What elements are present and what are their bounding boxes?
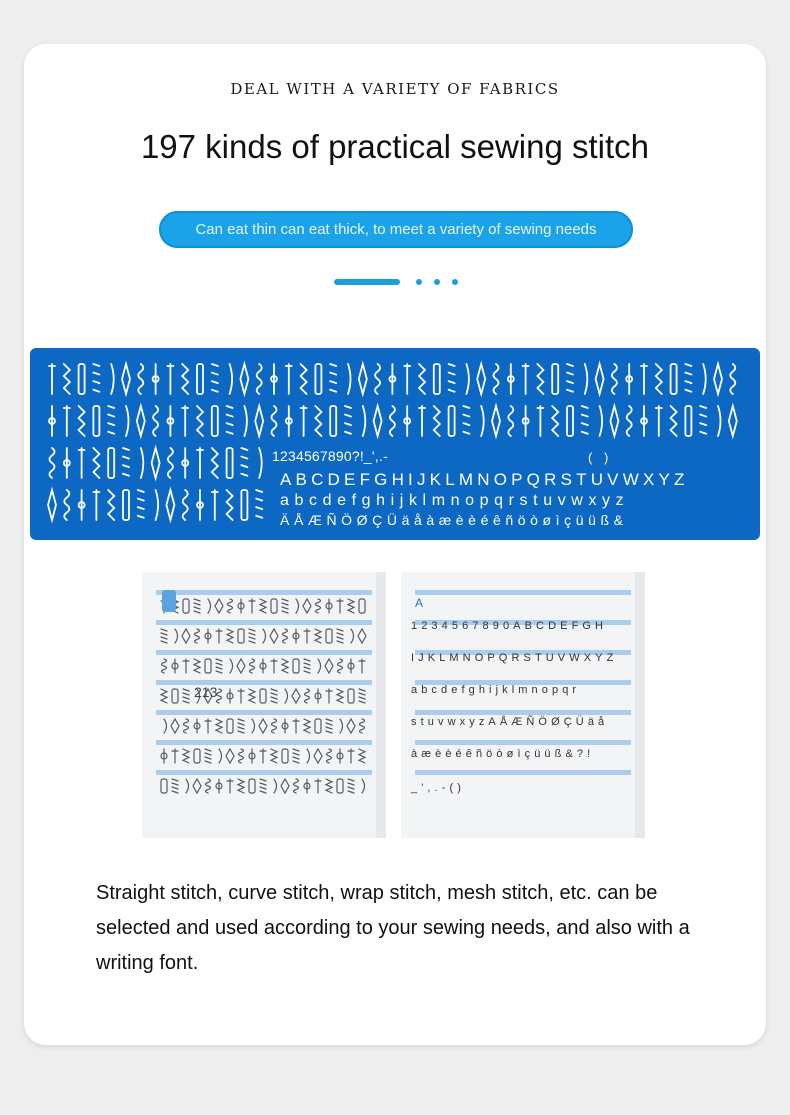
stitch-glyph: [585, 364, 588, 394]
eyebrow-heading: DEAL WITH A VARIETY OF FABRICS: [230, 80, 560, 98]
stitch-glyph: [227, 490, 233, 520]
stitch-glyph: [567, 406, 573, 436]
stitch-glyph: [390, 406, 395, 436]
font-row-2: IJKLMNOPQRSTUVWXYZ: [411, 652, 618, 664]
dot-3: [452, 279, 458, 285]
stitch-glyph: [729, 406, 737, 436]
numbers-row: 1234567890?!_',.-: [272, 448, 388, 464]
stitch-glyph: [122, 364, 130, 394]
font-chart-photo: [401, 572, 645, 838]
stitch-glyph: [301, 406, 307, 436]
stitch-glyph: [227, 448, 233, 478]
stitch-chart-photo-graphics: [142, 572, 386, 838]
stitch-glyph: [64, 364, 70, 394]
stitch-glyph: [197, 448, 203, 478]
stitch-glyph: [508, 364, 514, 394]
stitch-glyph: [348, 364, 351, 394]
stitch-glyph: [714, 364, 722, 394]
stitch-glyph: [494, 364, 499, 394]
paren-row: ( ): [588, 450, 613, 465]
stitch-glyph: [64, 490, 69, 520]
stitch-glyph: [241, 448, 247, 476]
stitch-glyph: [449, 364, 455, 392]
stitch-glyph: [167, 406, 173, 436]
stitch-glyph: [49, 364, 55, 394]
stitch-glyph: [108, 490, 114, 520]
number-strip: [415, 740, 631, 745]
stitch-glyph: [212, 364, 218, 392]
photo-background: [401, 572, 645, 838]
stitch-glyph: [197, 406, 203, 436]
number-strip: [156, 590, 372, 595]
font-chart-photo-graphics: [401, 572, 645, 838]
stitch-glyph: [255, 406, 263, 436]
font-row-1: 1234567890ABCDEFGH: [411, 620, 608, 632]
stitch-glyph: [363, 406, 366, 436]
stitch-glyph: [612, 364, 617, 394]
stitch-glyph: [141, 448, 144, 478]
stitch-glyph: [481, 406, 484, 436]
stitch-glyph: [477, 364, 485, 394]
stitch-number-label: 213: [194, 684, 218, 700]
stitch-glyph: [108, 448, 114, 478]
stitch-glyph: [596, 364, 604, 394]
stitch-pattern-chart: [30, 348, 760, 540]
number-strip: [156, 620, 372, 625]
stitch-glyph: [730, 364, 735, 394]
active-dash: [334, 279, 400, 285]
uppercase-row: ABCDEFGHIJKLMNOPQRSTUVWXYZ: [280, 470, 689, 489]
stitch-glyph: [389, 364, 395, 394]
stitch-glyph: [153, 406, 158, 436]
stitch-glyph: [79, 364, 85, 394]
stitch-glyph: [138, 364, 143, 394]
stitch-chart-photo: [142, 572, 386, 838]
stitch-glyph: [182, 406, 188, 436]
stitch-glyph: [656, 364, 662, 394]
stitch-glyph: [183, 490, 188, 520]
stitch-glyph: [153, 364, 159, 394]
stitch-glyph: [259, 448, 262, 478]
stitch-glyph: [108, 406, 114, 434]
stitch-glyph: [627, 406, 632, 436]
stitch-glyph: [257, 364, 262, 394]
dot-1: [416, 279, 422, 285]
stitch-glyph: [123, 448, 129, 476]
highlight-tab: [162, 590, 176, 612]
stitch-glyph: [671, 364, 677, 394]
stitch-glyph: [359, 364, 367, 394]
stitch-glyph: [212, 490, 218, 520]
stitch-glyph: [79, 490, 85, 520]
number-strip: [156, 740, 372, 745]
stitch-glyph: [434, 406, 440, 436]
stitch-glyph: [315, 364, 321, 394]
stitch-glyph: [685, 406, 691, 436]
stitch-glyph: [182, 364, 188, 394]
stitch-glyph: [656, 406, 662, 436]
stitch-glyph: [286, 364, 292, 394]
number-strip: [156, 650, 372, 655]
stitch-glyph: [492, 406, 500, 436]
stitch-glyph: [244, 406, 247, 436]
stitch-glyph: [345, 406, 351, 434]
tagline-pill: Can eat thin can eat thick, to meet a variety of sewing needs: [159, 211, 633, 248]
stitch-glyph: [600, 406, 603, 436]
stitch-glyph: [182, 448, 188, 478]
stitch-glyph: [610, 406, 618, 436]
stitch-glyph: [227, 406, 233, 434]
font-badge: A: [415, 596, 424, 610]
stitch-glyph: [212, 448, 218, 478]
stitch-glyph: [375, 364, 380, 394]
stitch-glyph: [64, 448, 70, 478]
stitch-glyph: [434, 364, 440, 394]
pagination-indicator: [334, 279, 474, 287]
stitch-glyph: [48, 490, 56, 520]
stitch-glyph: [685, 364, 691, 392]
stitch-glyph: [374, 406, 382, 436]
stitch-glyph: [93, 490, 99, 520]
stitch-glyph: [449, 406, 455, 436]
accent-row: ÄÅÆÑÖØÇÜäåàæèèéêñöòøìçüüß&: [280, 512, 628, 528]
stitch-glyph: [79, 448, 85, 478]
number-strip: [156, 680, 372, 685]
stitch-glyph: [156, 490, 159, 520]
stitch-glyph: [256, 490, 262, 518]
stitch-glyph: [241, 490, 247, 520]
stitch-glyph: [718, 406, 721, 436]
font-row-3: abcdefghijklmnopqr: [411, 684, 581, 696]
stitch-glyph: [463, 406, 469, 434]
stitch-glyph: [552, 364, 558, 394]
stitch-glyph: [126, 406, 129, 436]
stitch-glyph: [552, 406, 558, 436]
stitch-glyph: [197, 364, 203, 394]
stitch-glyph: [166, 490, 174, 520]
stitch-glyph: [523, 364, 529, 394]
stitch-glyph: [111, 364, 114, 394]
stitch-glyph: [138, 490, 144, 518]
number-strip: [415, 710, 631, 715]
stitch-glyph: [49, 406, 55, 436]
stitch-glyph: [466, 364, 469, 394]
stitch-glyph: [330, 406, 336, 436]
number-strip: [415, 770, 631, 775]
stitch-glyph: [212, 406, 218, 436]
stitch-glyph: [523, 406, 529, 436]
photo-edge: [376, 572, 386, 838]
stitch-glyph: [626, 364, 632, 394]
stitch-glyph: [50, 448, 55, 478]
font-row-4: stuvwxyzAÅÆÑÖØÇÜäå: [411, 716, 609, 728]
stitch-glyph: [137, 406, 145, 436]
stitch-glyph: [700, 406, 706, 434]
stitch-glyph: [93, 448, 99, 478]
stitch-glyph: [315, 406, 321, 436]
stitch-glyph: [79, 406, 85, 436]
stitch-glyph: [301, 364, 307, 394]
stitch-glyph: [168, 448, 173, 478]
stitch-glyph: [508, 406, 513, 436]
stitch-glyph: [641, 406, 647, 436]
number-strip: [415, 590, 631, 595]
stitch-glyph: [537, 364, 543, 394]
stitch-glyph: [671, 406, 677, 436]
number-strip: [156, 710, 372, 715]
number-strip: [156, 770, 372, 775]
stitch-glyph: [240, 364, 248, 394]
stitch-glyph: [93, 364, 99, 392]
stitch-glyph: [582, 406, 588, 434]
stitch-glyph: [272, 406, 277, 436]
stitch-glyph: [330, 364, 336, 392]
stitch-glyph: [703, 364, 706, 394]
stitch-glyph: [93, 406, 99, 436]
stitch-glyph: [197, 490, 203, 520]
page-title: 197 kinds of practical sewing stitch: [140, 128, 650, 165]
stitch-glyph: [271, 364, 277, 394]
description-text: Straight stitch, curve stitch, wrap stitch, mesh stitch, etc. can be selected and used according to your sewing needs, and also with a writing font.: [96, 882, 690, 974]
stitch-glyph: [404, 364, 410, 394]
stitch-glyph: [419, 406, 425, 436]
lowercase-row: abcdefghijklmnopqrstuvwxyz: [280, 492, 630, 509]
stitch-glyph: [64, 406, 70, 436]
content-card: [24, 44, 766, 1045]
stitch-glyph: [404, 406, 410, 436]
font-row-5: àæèèéêñöòøìçüüß&?!: [411, 748, 595, 760]
dot-2: [434, 279, 440, 285]
font-row-6: _',.-(): [411, 782, 466, 794]
stitch-glyph: [286, 406, 292, 436]
stitch-glyph: [641, 364, 647, 394]
stitch-glyph: [567, 364, 573, 392]
stitch-glyph: [537, 406, 543, 436]
stitch-glyph: [167, 364, 173, 394]
stitch-glyph: [123, 490, 129, 520]
stitch-glyph: [230, 364, 233, 394]
photo-edge: [635, 572, 645, 838]
stitch-glyph: [152, 448, 160, 478]
stitch-glyph: [419, 364, 425, 394]
